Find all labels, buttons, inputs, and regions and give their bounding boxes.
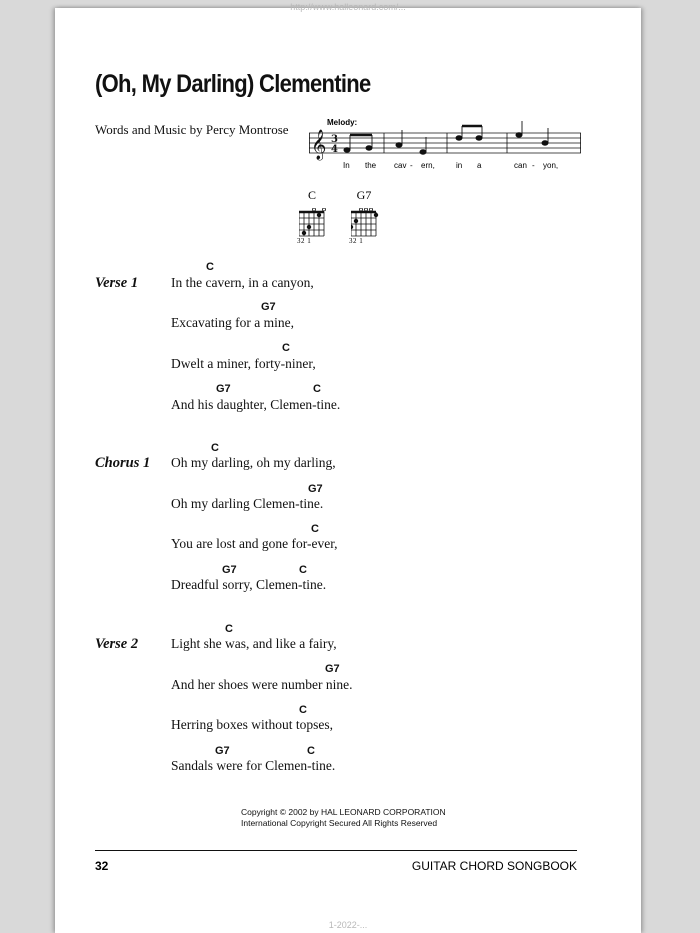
copyright-notice xyxy=(241,807,446,829)
lyric-line: Oh my darling, oh my darling, xyxy=(171,455,336,470)
svg-text:3: 3 xyxy=(331,134,338,145)
chord-symbol: C xyxy=(282,342,290,354)
chord-diagram-name: C xyxy=(307,188,316,202)
melody-syllable: in xyxy=(456,161,463,170)
chord-symbol: C xyxy=(211,442,219,454)
sheet-page xyxy=(55,2,641,933)
footer-rule xyxy=(95,850,577,851)
lyric-line: Dwelt a miner, forty-niner, xyxy=(171,356,316,371)
chord-grid-c xyxy=(299,208,329,238)
lyric-line: And his daughter, Clemen-tine. xyxy=(171,397,341,412)
chord-symbol: G7 xyxy=(325,663,340,675)
melody-label: Melody: xyxy=(327,118,358,127)
chord-symbol: G7 xyxy=(216,383,231,395)
melody-syllable: the xyxy=(365,161,377,170)
chord-grid-g7 xyxy=(351,208,381,238)
lyric-line: And her shoes were number nine. xyxy=(171,677,353,692)
chord-diagram-name: G7 xyxy=(356,188,372,202)
chord-symbol: C xyxy=(313,383,321,395)
melody-syllable: cav xyxy=(394,161,407,170)
chord-symbol: C xyxy=(311,523,319,535)
chord-diagram-c xyxy=(295,188,345,250)
svg-text:𝄞: 𝄞 xyxy=(311,130,327,160)
staff-notation xyxy=(309,116,581,162)
chord-symbol: C xyxy=(307,745,315,757)
lyric-line: Herring boxes without topses, xyxy=(171,717,333,732)
chord-symbol: C xyxy=(225,623,233,635)
book-title: GUITAR CHORD SONGBOOK xyxy=(411,859,577,873)
melody-syllable: - xyxy=(532,161,535,170)
chord-diagram-g7 xyxy=(347,188,397,250)
melody-syllable: - xyxy=(410,161,413,170)
lyric-line: Dreadful sorry, Clemen-tine. xyxy=(171,577,327,592)
melody-staff xyxy=(309,116,581,174)
svg-text:4: 4 xyxy=(331,144,338,155)
melody-syllable: yon, xyxy=(543,161,559,170)
watermark-top: http://www.halleonard.com/... xyxy=(290,2,406,12)
lyric-line: Excavating for a mine, xyxy=(171,315,294,330)
chord-symbol: C xyxy=(206,261,214,273)
lyric-line: You are lost and gone for-ever, xyxy=(171,536,338,551)
lyric-line: In the cavern, in a canyon, xyxy=(171,275,314,290)
melody-syllable: ern, xyxy=(421,161,435,170)
chord-symbol: C xyxy=(299,564,307,576)
copyright-line: Copyright © 2002 by HAL LEONARD CORPORATION xyxy=(241,807,446,817)
page-number: 32 xyxy=(95,859,109,873)
lyric-line: Oh my darling Clemen-tine. xyxy=(171,496,324,511)
section-label-verse-2: Verse 2 xyxy=(95,636,139,652)
melody-syllable: a xyxy=(477,161,482,170)
copyright-line: International Copyright Secured All Rights Reserved xyxy=(241,818,438,828)
melody-syllable: can xyxy=(514,161,527,170)
watermark-bottom: 1-2022-... xyxy=(328,920,368,930)
chord-fingering: 32 1 xyxy=(349,237,364,245)
song-credit: Words and Music by Percy Montrose xyxy=(95,122,289,137)
chord-symbol: G7 xyxy=(308,483,323,495)
chord-symbol: G7 xyxy=(261,301,276,313)
melody-syllable: In xyxy=(343,161,350,170)
chord-symbol: G7 xyxy=(215,745,230,757)
song-title: (Oh, My Darling) Clementine xyxy=(95,70,371,98)
chord-symbol: C xyxy=(299,704,307,716)
section-label-verse-1: Verse 1 xyxy=(95,275,139,291)
lyric-line: Light she was, and like a fairy, xyxy=(171,636,337,651)
chord-symbol: G7 xyxy=(222,564,237,576)
melody-lyrics xyxy=(309,161,581,173)
section-label-chorus-1: Chorus 1 xyxy=(95,455,151,471)
chord-fingering: 32 1 xyxy=(297,237,312,245)
lyric-line: Sandals were for Clemen-tine. xyxy=(171,758,336,773)
